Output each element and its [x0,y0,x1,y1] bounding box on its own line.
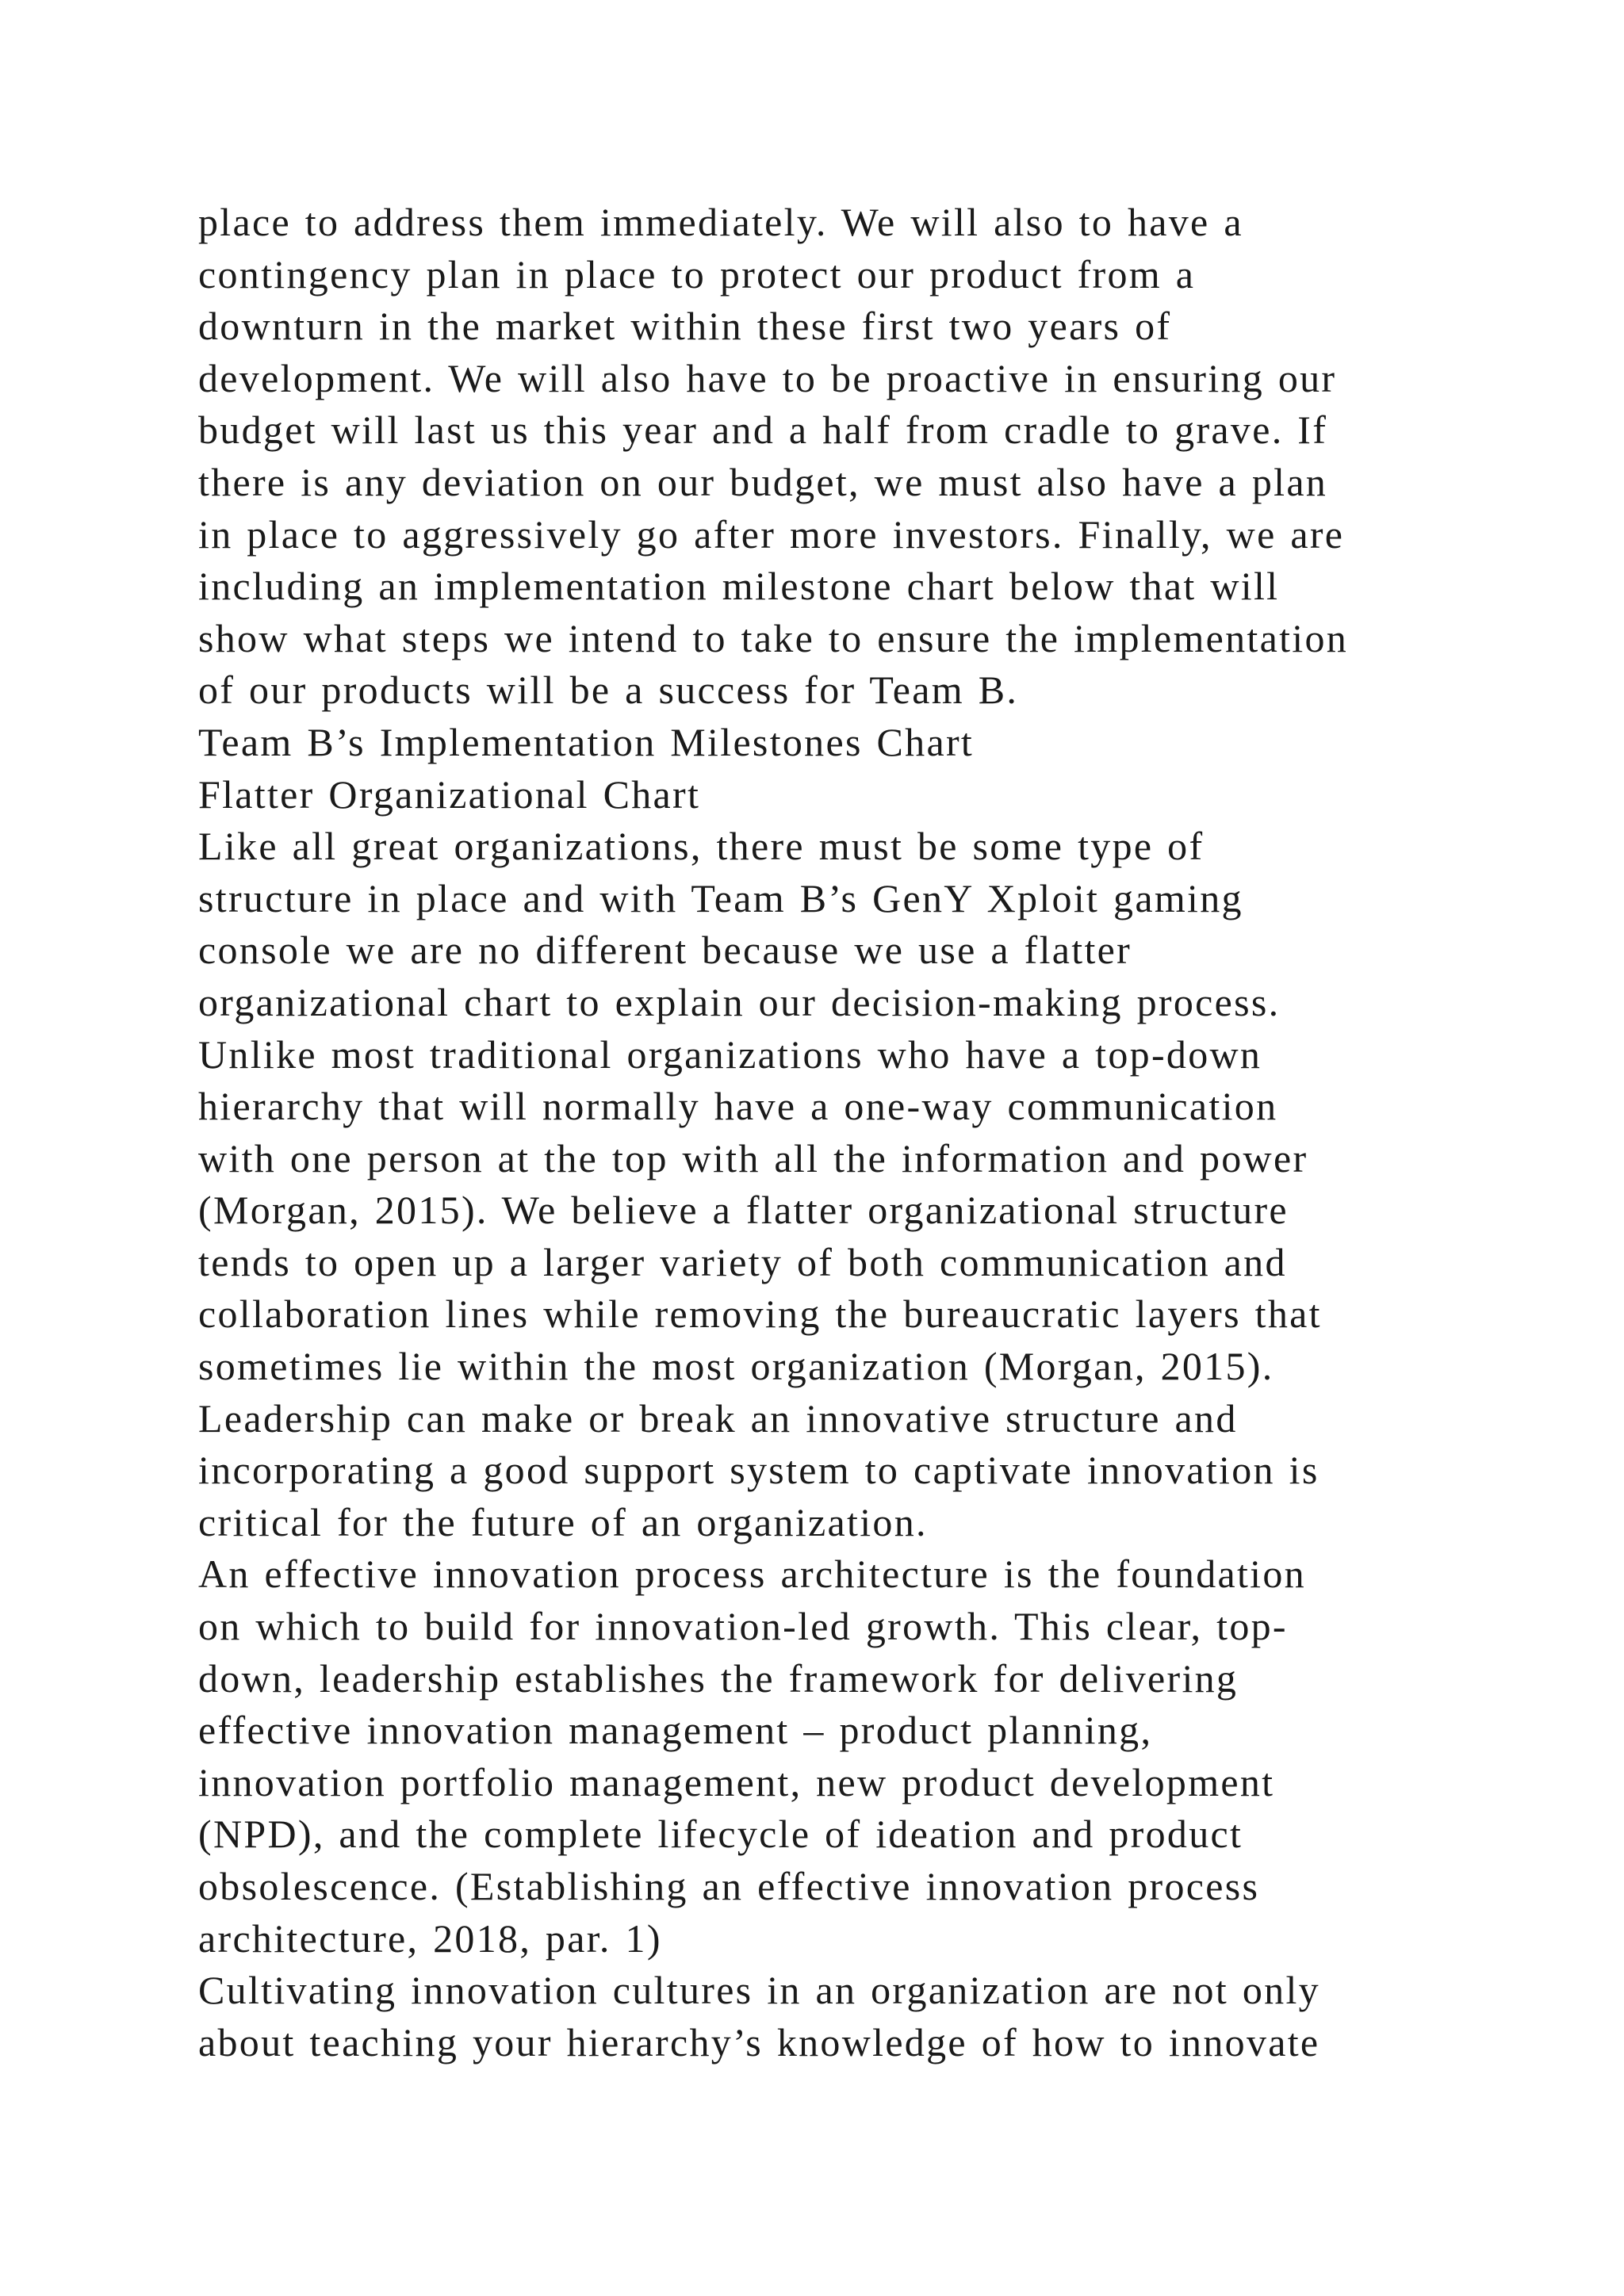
text-line: organizational chart to explain our decision-making process. [198,979,1281,1024]
text-line: there is any deviation on our budget, we must also have a plan [198,459,1328,504]
text-line: place to address them immediately. We will also to have a [198,200,1243,244]
text-line: including an implementation milestone chart below that will [198,564,1280,609]
text-line: tends to open up a larger variety of both communication and [198,1239,1287,1284]
text-line: budget will last us this year and a half from cradle to grave. If [198,408,1328,453]
text-line: innovation portfolio management, new product development [198,1759,1275,1804]
text-line: (NPD), and the complete lifecycle of ideation and product [198,1812,1243,1857]
text-line: collaboration lines while removing the bureaucratic layers that [198,1292,1322,1337]
text-line: (Morgan, 2015). We believe a flatter organizational structure [198,1188,1289,1233]
text-line: show what steps we intend to take to ensure the implementation [198,615,1349,660]
section-heading-org-chart: Flatter Organizational Chart [198,771,701,817]
section-heading-milestones: Team B’s Implementation Milestones Chart [198,719,975,764]
text-line: about teaching your hierarchy’s knowledge of how to innovate [198,2019,1320,2064]
text-line: on which to build for innovation-led growth. This clear, top- [198,1604,1288,1649]
text-line: contingency plan in place to protect our product from a [198,251,1196,297]
text-line: console we are no different because we use a flatter [198,928,1132,973]
text-line: down, leadership establishes the framework for delivering [198,1655,1239,1701]
body-text [198,197,1499,2068]
text-line: architecture, 2018, par. 1) [198,1915,662,1961]
text-line: of our products will be a success for Team B. [198,668,1019,713]
text-line: Like all great organizations, there must be some type of [198,824,1205,869]
text-line: downturn in the market within these first two years of [198,304,1172,349]
text-line: critical for the future of an organization. [198,1499,928,1544]
text-line: hierarchy that will normally have a one-way communication [198,1084,1278,1129]
text-line: effective innovation management – product planning, [198,1708,1153,1753]
text-line: with one person at the top with all the information and power [198,1135,1308,1181]
text-line: in place to aggressively go after more investors. Finally, we are [198,511,1345,557]
text-line: sometimes lie within the most organization (Morgan, 2015). [198,1344,1274,1389]
text-line: incorporating a good support system to captivate innovation is [198,1448,1320,1493]
text-line: An effective innovation process architecture is the foundation [198,1552,1306,1597]
text-line: obsolescence. (Establishing an effective innovation process [198,1864,1260,1908]
text-line: Cultivating innovation cultures in an organization are not only [198,1968,1320,2013]
text-line: development. We will also have to be proactive in ensuring our [198,355,1337,400]
text-line: structure in place and with Team B’s GenY Xploit gaming [198,875,1243,920]
text-line: Unlike most traditional organizations who have a top-down [198,1031,1262,1077]
text-line: Leadership can make or break an innovative structure and [198,1395,1238,1441]
